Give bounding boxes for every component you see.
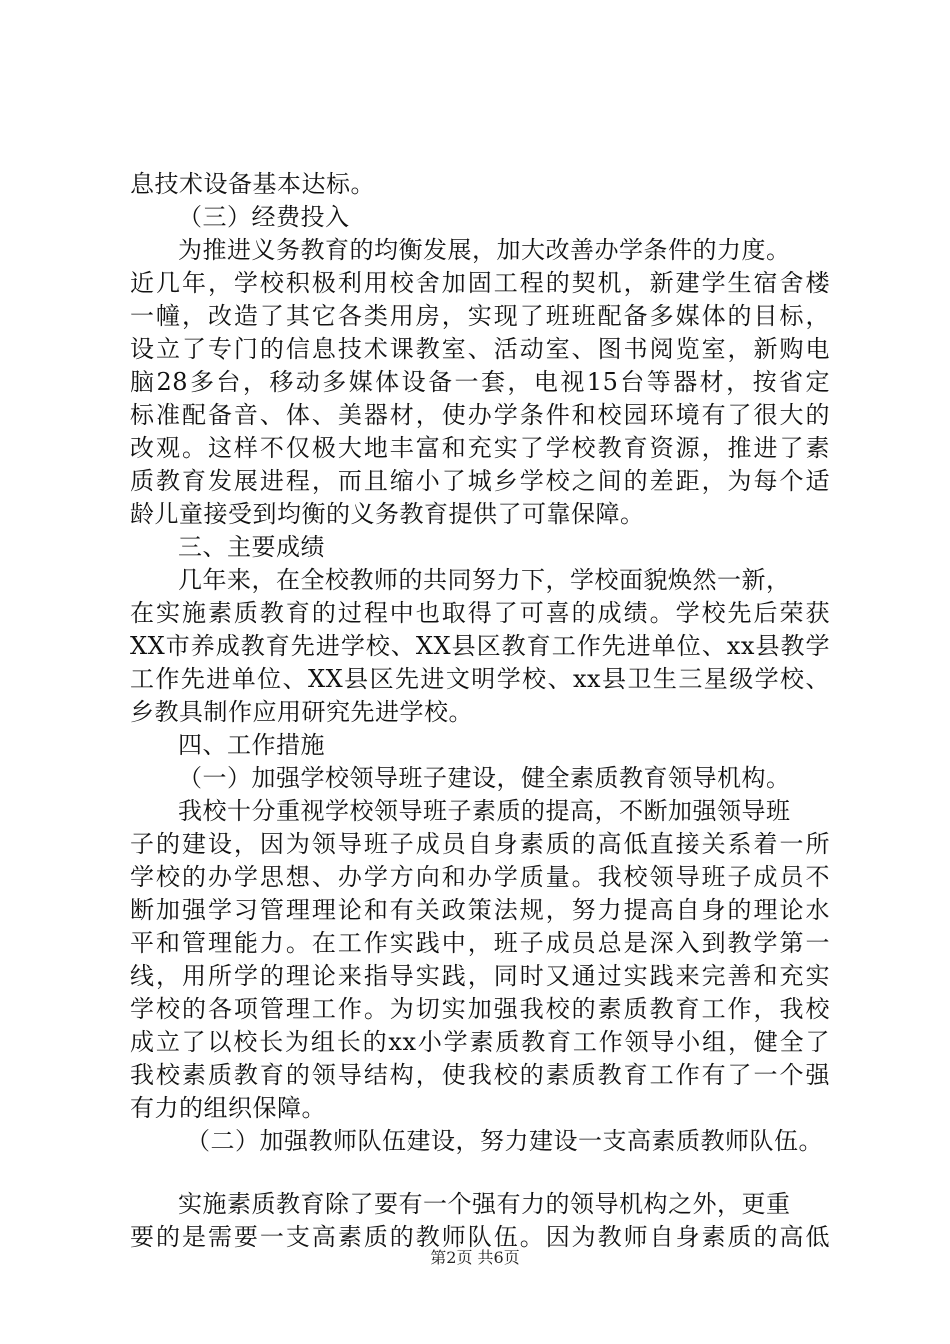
- text-line: 我校十分重视学校领导班子素质的提高，不断加强领导班: [178, 797, 791, 825]
- document-body: [130, 168, 830, 1254]
- text-line: 有力的组织保障。: [130, 1094, 326, 1122]
- text-line: 标准配备音、体、美器材，使办学条件和校园环境有了很大的: [130, 401, 830, 429]
- text-line: 学校的各项管理工作。为切实加强我校的素质教育工作，我校: [130, 995, 830, 1023]
- text-line: 要的是需要一支高素质的教师队伍。因为教师自身素质的高低: [130, 1223, 830, 1251]
- text-line: XX市养成教育先进学校、XX县区教育工作先进单位、xx县教学: [130, 632, 830, 660]
- text-line: 改观。这样不仅极大地丰富和充实了学校教育资源，推进了素: [130, 434, 830, 462]
- section-heading: 四、工作措施: [178, 731, 325, 759]
- subsection-heading: （一）加强学校领导班子建设，健全素质教育领导机构。: [178, 764, 791, 792]
- text-line: 几年来，在全校教师的共同努力下，学校面貌焕然一新，: [178, 566, 791, 594]
- text-line: 设立了专门的信息技术课教室、活动室、图书阅览室，新购电: [130, 335, 830, 363]
- text-line: 龄儿童接受到均衡的义务教育提供了可靠保障。: [130, 500, 645, 528]
- text-line: 一幢，改造了其它各类用房，实现了班班配备多媒体的目标，: [130, 302, 830, 330]
- text-line: 断加强学习管理理论和有关政策法规，努力提高自身的理论水: [130, 896, 830, 924]
- section-heading: 三、主要成绩: [178, 533, 325, 561]
- text-line: 脑28多台，移动多媒体设备一套，电视15台等器材，按省定: [130, 368, 830, 396]
- text-line: 在实施素质教育的过程中也取得了可喜的成绩。学校先后荣获: [130, 599, 830, 627]
- text-line: 近几年，学校积极利用校舍加固工程的契机，新建学生宿舍楼: [130, 269, 830, 297]
- text-line: 子的建设，因为领导班子成员自身素质的高低直接关系着一所: [130, 830, 830, 858]
- text-line: 我校素质教育的领导结构，使我校的素质教育工作有了一个强: [130, 1061, 830, 1089]
- text-line: 平和管理能力。在工作实践中，班子成员总是深入到教学第一: [130, 929, 830, 957]
- text-line: 息技术设备基本达标。: [130, 170, 375, 198]
- text-line: 质教育发展进程，而且缩小了城乡学校之间的差距，为每个适: [130, 467, 830, 495]
- text-line: 为推进义务教育的均衡发展，加大改善办学条件的力度。: [178, 236, 791, 264]
- text-line: 工作先进单位、XX县区先进文明学校、xx县卫生三星级学校、: [130, 665, 830, 693]
- text-line: 成立了以校长为组长的xx小学素质教育工作领导小组，健全了: [130, 1028, 830, 1056]
- text-line: 实施素质教育除了要有一个强有力的领导机构之外，更重: [178, 1190, 791, 1218]
- section-heading: （三）经费投入: [178, 203, 350, 231]
- text-line: 线，用所学的理论来指导实践，同时又通过实践来完善和充实: [130, 962, 830, 990]
- subsection-heading: （二）加强教师队伍建设，努力建设一支高素质教师队伍。: [186, 1127, 823, 1155]
- text-line: 乡教具制作应用研究先进学校。: [130, 698, 473, 726]
- page-footer: 第2页 共6页: [430, 1248, 520, 1267]
- text-line: 学校的办学思想、办学方向和办学质量。我校领导班子成员不: [130, 863, 830, 891]
- paragraph-gap: [130, 1158, 830, 1188]
